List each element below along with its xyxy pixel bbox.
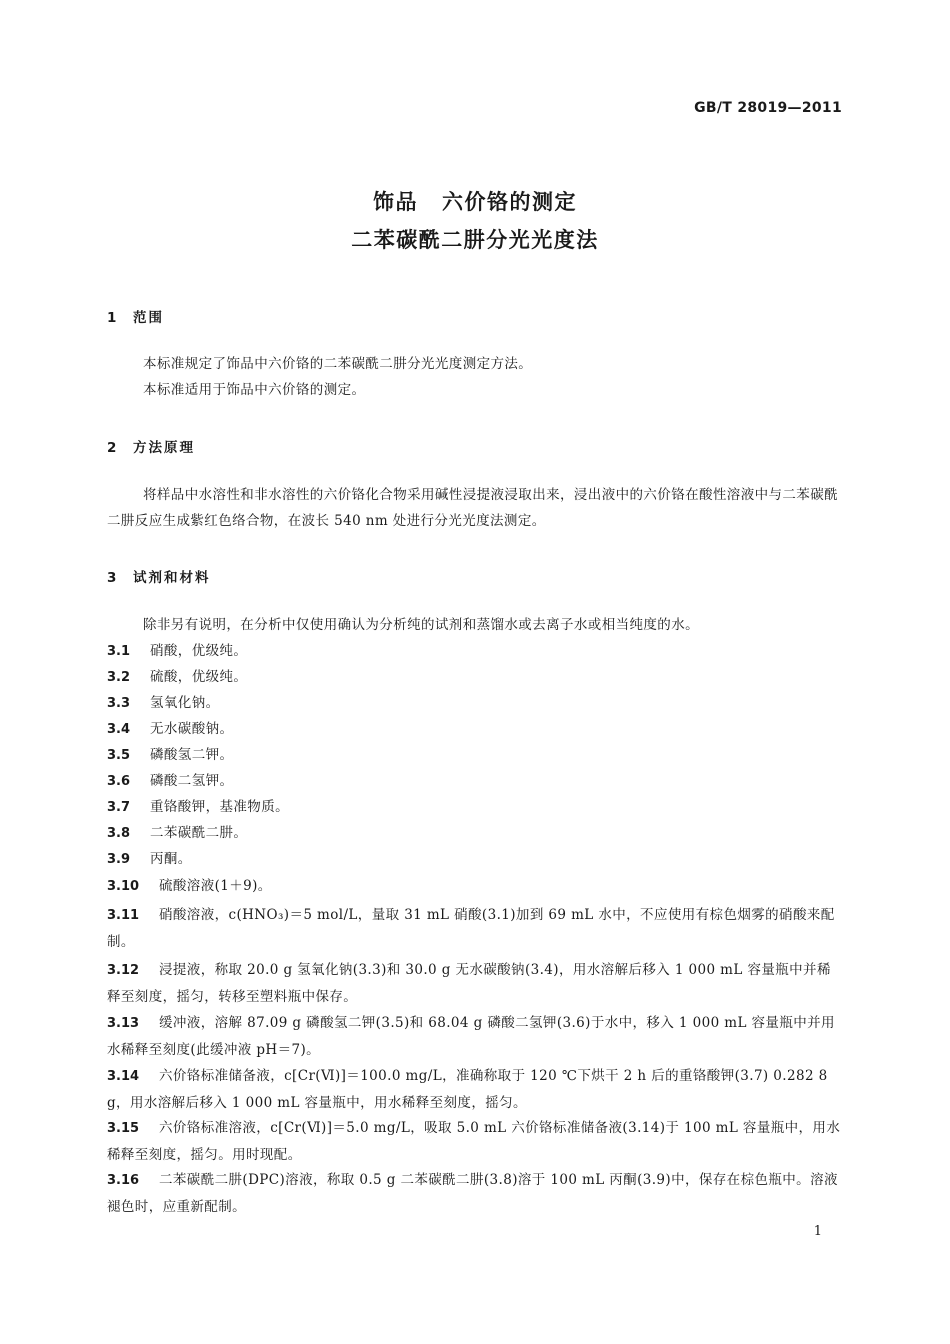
section-number: 3 bbox=[107, 570, 117, 586]
item-text: 磷酸二氢钾。 bbox=[150, 773, 234, 789]
section-title: 范围 bbox=[133, 310, 164, 326]
document-title-line1 bbox=[0, 186, 950, 216]
scope-paragraph-2: 本标准适用于饰品中六价铬的测定。 bbox=[143, 382, 366, 398]
item-text: 无水碳酸钠。 bbox=[150, 721, 234, 737]
item-number: 3.12 bbox=[107, 963, 140, 978]
item-number: 3.1 bbox=[107, 644, 131, 659]
section-number: 2 bbox=[107, 440, 117, 456]
item-number: 3.11 bbox=[107, 908, 140, 923]
standard-code: GB/T 28019—2011 bbox=[694, 100, 842, 116]
list-item bbox=[107, 742, 843, 769]
list-item bbox=[107, 1167, 843, 1220]
item-number: 3.15 bbox=[107, 1121, 140, 1136]
item-text: 缓冲液，溶解 87.09 g 磷酸氢二钾(3.5)和 68.04 g 磷酸二氢钾(3.6)于水中，移入 1 000 mL 容量瓶中并用水稀释至刻度(此缓冲液 pH＝7)。 bbox=[107, 1015, 835, 1058]
list-item bbox=[107, 902, 843, 955]
item-number: 3.7 bbox=[107, 800, 131, 815]
list-item bbox=[107, 638, 843, 665]
section-title: 方法原理 bbox=[133, 440, 195, 456]
document-title-line2: 二苯碳酰二肼分光光度法 bbox=[351, 228, 599, 252]
section-title: 试剂和材料 bbox=[133, 570, 211, 586]
item-text: 二苯碳酰二肼。 bbox=[150, 825, 248, 841]
list-item bbox=[107, 690, 843, 717]
section-heading-scope bbox=[107, 306, 164, 326]
item-number: 3.16 bbox=[107, 1173, 140, 1188]
page-number: 1 bbox=[813, 1224, 822, 1239]
item-number: 3.14 bbox=[107, 1069, 140, 1084]
item-number: 3.5 bbox=[107, 748, 131, 763]
item-number: 3.4 bbox=[107, 722, 131, 737]
item-text: 硫酸溶液(1＋9)。 bbox=[159, 878, 272, 894]
list-item bbox=[107, 820, 843, 847]
item-text: 六价铬标准溶液，c[Cr(Ⅵ)]＝5.0 mg/L，吸取 5.0 mL 六价铬标准储备液(3.14)于 100 mL 容量瓶中，用水稀释至刻度，摇匀。用时现配。 bbox=[107, 1120, 841, 1163]
item-text: 氢氧化钠。 bbox=[150, 695, 220, 711]
item-text: 六价铬标准储备液，c[Cr(Ⅵ)]＝100.0 mg/L，准确称取于 120 ℃下烘干 2 h 后的重铬酸钾(3.7) 0.282 8 g，用水溶解后移入 1 000 mL 容量瓶中，用水稀释至刻度，摇匀。 bbox=[107, 1068, 828, 1111]
list-item bbox=[107, 873, 843, 900]
item-text: 重铬酸钾，基准物质。 bbox=[150, 799, 289, 815]
principle-paragraph: 将样品中水溶性和非水溶性的六价铬化合物采用碱性浸提液浸取出来，浸出液中的六价铬在酸性溶液中与二苯碳酰二肼反应生成紫红色络合物，在波长 540 nm 处进行分光光度法测定。 bbox=[107, 487, 838, 529]
section-heading-reagents bbox=[107, 566, 211, 586]
list-item bbox=[107, 1063, 843, 1116]
item-text: 浸提液，称取 20.0 g 氢氧化钠(3.3)和 30.0 g 无水碳酸钠(3.4)，用水溶解后移入 1 000 mL 容量瓶中并稀释至刻度，摇匀，转移至塑料瓶中保存。 bbox=[107, 962, 831, 1005]
title-part2: 六价铬的测定 bbox=[442, 190, 577, 214]
item-text: 硫酸，优级纯。 bbox=[150, 669, 248, 685]
list-item bbox=[107, 664, 843, 691]
list-item bbox=[107, 957, 843, 1010]
section-number: 1 bbox=[107, 310, 117, 326]
item-number: 3.3 bbox=[107, 696, 131, 711]
item-text: 丙酮。 bbox=[150, 851, 192, 867]
item-number: 3.8 bbox=[107, 826, 131, 841]
item-text: 硝酸溶液，c(HNO₃)＝5 mol/L，量取 31 mL 硝酸(3.1)加到 69 mL 水中，不应使用有棕色烟雾的硝酸来配制。 bbox=[107, 907, 835, 950]
item-number: 3.13 bbox=[107, 1016, 140, 1031]
list-item bbox=[107, 768, 843, 795]
item-text: 二苯碳酰二肼(DPC)溶液，称取 0.5 g 二苯碳酰二肼(3.8)溶于 100 mL 丙酮(3.9)中，保存在棕色瓶中。溶液褪色时，应重新配制。 bbox=[107, 1172, 838, 1215]
item-number: 3.2 bbox=[107, 670, 131, 685]
list-item bbox=[107, 1115, 843, 1168]
item-text: 磷酸氢二钾。 bbox=[150, 747, 234, 763]
title-part1: 饰品 bbox=[373, 190, 418, 214]
list-item bbox=[107, 1010, 843, 1063]
list-item bbox=[107, 846, 843, 873]
item-number: 3.10 bbox=[107, 879, 140, 894]
item-text: 硝酸，优级纯。 bbox=[150, 643, 248, 659]
reagents-intro: 除非另有说明，在分析中仅使用确认为分析纯的试剂和蒸馏水或去离子水或相当纯度的水。 bbox=[143, 617, 699, 633]
item-number: 3.9 bbox=[107, 852, 131, 867]
item-number: 3.6 bbox=[107, 774, 131, 789]
scope-paragraph-1: 本标准规定了饰品中六价铬的二苯碳酰二肼分光光度测定方法。 bbox=[143, 356, 533, 372]
section-heading-principle bbox=[107, 436, 195, 456]
list-item bbox=[107, 794, 843, 821]
list-item bbox=[107, 716, 843, 743]
